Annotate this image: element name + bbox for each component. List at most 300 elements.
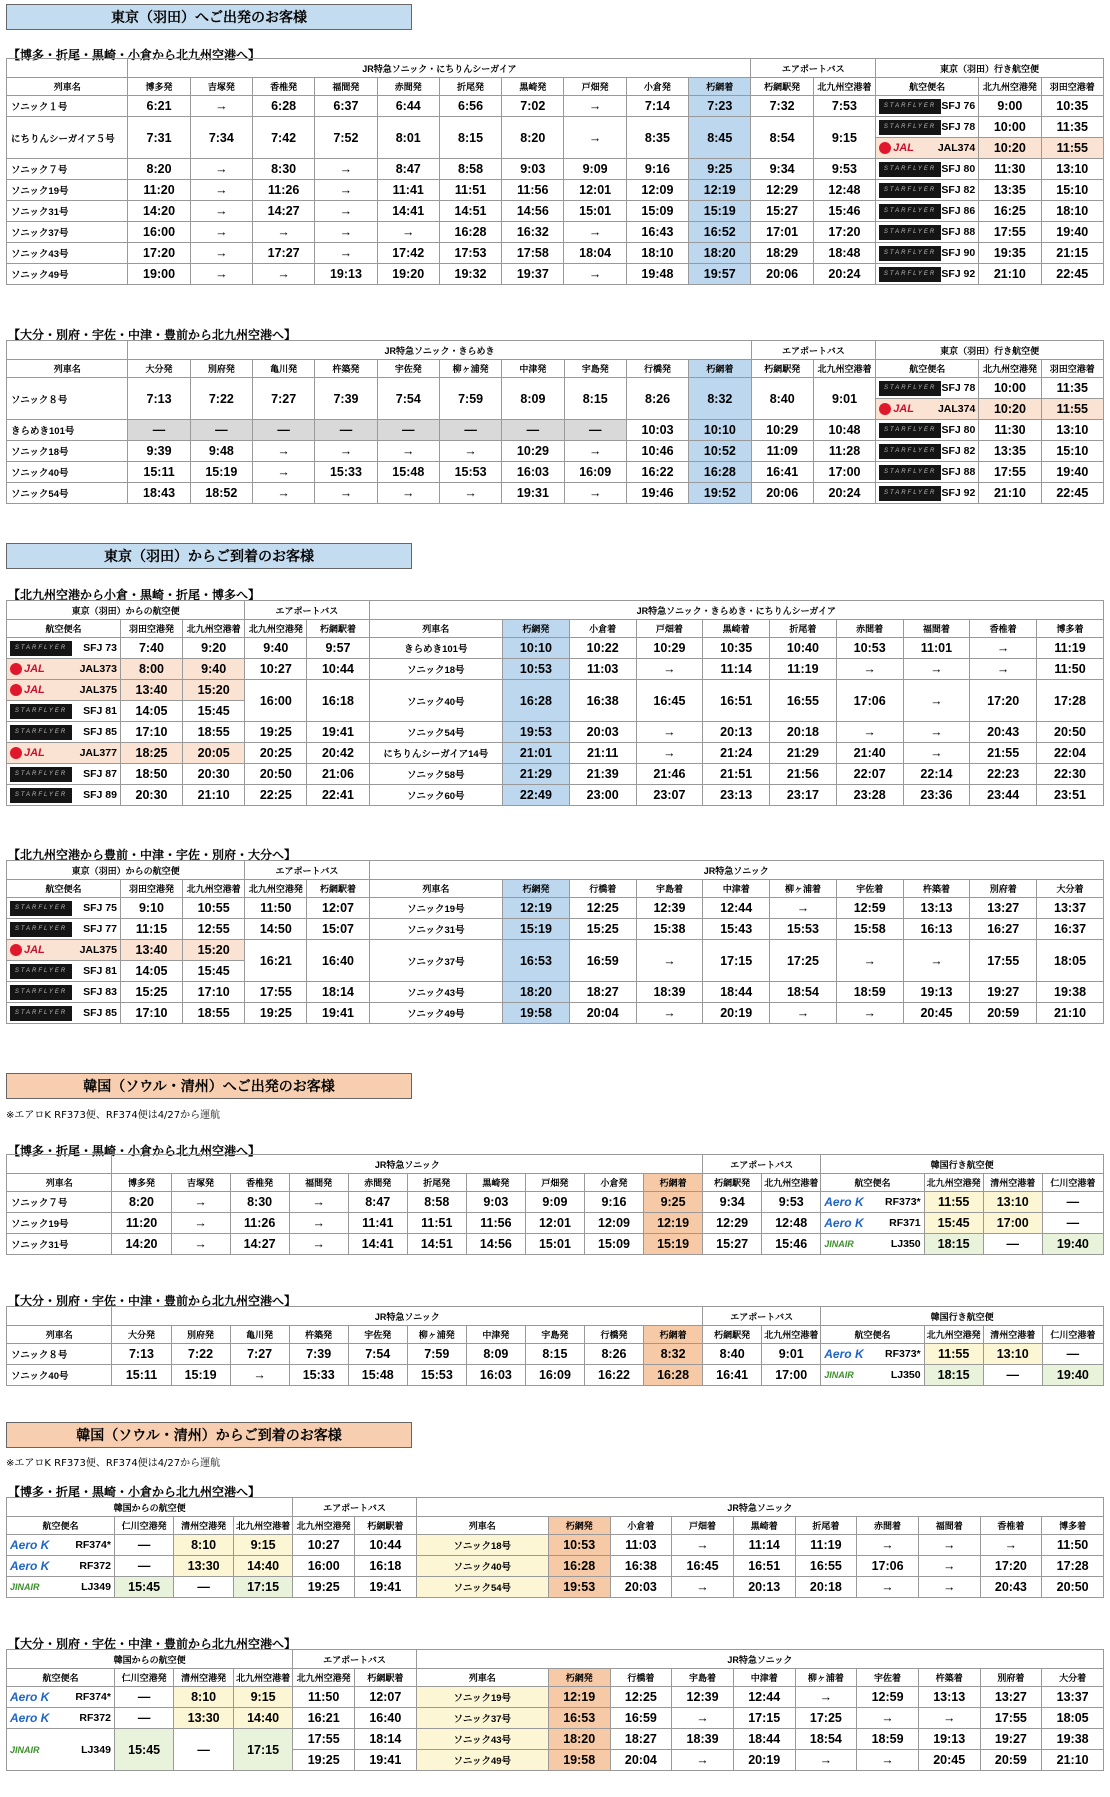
column-header: 北九州空港発 [293,1517,355,1535]
time-cell: — [377,420,439,441]
time-cell: 16:55 [795,1556,857,1577]
time-cell: 15:11 [112,1365,171,1386]
time-cell: 12:19 [548,1687,610,1708]
time-cell: 18:04 [564,243,626,264]
time-cell: 20:19 [733,1750,795,1771]
section-header-to-korea: 韓国（ソウル・清州）へご出発のお客様 [6,1073,412,1099]
time-cell: — [1042,1213,1103,1234]
time-cell: 14:56 [466,1234,525,1255]
time-cell: 8:26 [626,378,688,420]
timetable-t6 [6,1306,1104,1386]
time-cell: 17:55 [979,462,1041,483]
column-header: 中津着 [733,1669,795,1687]
starflyer-logo: STARFLYER [879,225,941,240]
time-cell: → [636,659,703,680]
time-cell: → [315,222,377,243]
time-cell: 15:48 [377,462,439,483]
train-name: にちりんシーガイア５号 [7,117,128,159]
column-header: 小倉発 [584,1174,643,1192]
time-cell: 18:25 [120,743,182,764]
flight-number: JAL373 [79,663,117,675]
table-row [7,982,1104,1003]
time-cell: 15:01 [564,201,626,222]
time-cell: 9:01 [762,1344,821,1365]
column-header: 列車名 [369,880,503,898]
time-cell: 19:48 [626,264,688,285]
table-row [7,1729,1104,1750]
time-cell: 8:30 [252,159,314,180]
train-name: ソニック60号 [369,785,503,806]
time-cell: 17:28 [1037,680,1104,722]
bus-time: 22:41 [307,785,369,806]
bus-time: 11:50 [245,898,307,919]
time-cell: → [252,222,314,243]
time-cell: 15:58 [836,919,903,940]
column-header: 朽網着 [644,1174,703,1192]
time-cell: 13:30 [174,1708,233,1729]
time-cell: 10:10 [689,420,751,441]
column-header: 朽網駅着 [355,1517,417,1535]
time-cell: → [903,940,970,982]
time-cell: → [857,1535,919,1556]
train-name: ソニック43号 [369,982,503,1003]
column-header: 清州空港着 [983,1326,1042,1344]
time-cell: 14:05 [120,961,182,982]
bus-time: 19:41 [307,722,369,743]
time-cell: 16:00 [128,222,190,243]
aerok-logo: Aero K [824,1347,864,1361]
time-cell: 8:09 [466,1344,525,1365]
time-cell: 9:00 [979,96,1041,117]
train-name: ソニック18号 [416,1535,548,1556]
time-cell: → [315,243,377,264]
time-cell: 10:35 [1041,96,1104,117]
time-cell: 7:27 [230,1344,289,1365]
table-row [7,264,1104,285]
time-cell: 12:48 [813,180,875,201]
jal-logo-text: JAL [24,663,45,675]
time-cell: 21:29 [770,743,837,764]
flight-cell [876,96,979,117]
time-cell: → [377,483,439,504]
train-name: ソニック58号 [369,764,503,785]
column-header: 航空便名 [7,880,121,898]
time-cell: → [190,180,252,201]
time-cell: — [114,1535,173,1556]
time-cell: — [1042,1192,1103,1213]
time-cell: 7:40 [120,638,182,659]
table-row [7,785,1104,806]
time-cell: 7:39 [315,378,377,420]
airline-logo-cell [7,1556,114,1576]
column-header: 福間発 [289,1174,348,1192]
time-cell: 20:59 [980,1750,1042,1771]
airline-logo-cell [7,701,120,721]
time-cell: 7:14 [626,96,688,117]
column-header: 航空便名 [821,1174,924,1192]
time-cell: → [672,1535,734,1556]
time-cell: 20:43 [980,1577,1042,1598]
time-cell: → [171,1234,230,1255]
bus-time: 19:25 [293,1577,355,1598]
table-row [7,919,1104,940]
flight-number: SFJ 90 [941,247,976,259]
time-cell: 7:22 [171,1344,230,1365]
column-header: 中津着 [703,880,770,898]
train-name: ソニック19号 [416,1687,548,1708]
time-cell: 16:51 [733,1556,795,1577]
table-row [7,764,1104,785]
train-name: ソニック８号 [7,378,128,420]
time-cell: 10:52 [689,441,751,462]
time-cell: 6:37 [315,96,377,117]
time-cell: 16:45 [672,1556,734,1577]
flight-cell [876,378,979,399]
time-cell: 16:09 [564,462,626,483]
time-cell: 8:20 [128,159,190,180]
column-header: 清州空港着 [983,1174,1042,1192]
column-header: 宇佐発 [377,360,439,378]
train-name: ソニック54号 [7,483,128,504]
airline-logo-cell [821,1365,923,1385]
flight-cell [821,1192,924,1213]
time-cell: → [970,659,1037,680]
airline-logo-cell [7,898,120,918]
starflyer-logo: STARFLYER [879,246,941,261]
group-header: 東京（羽田）行き航空便 [876,59,1104,78]
time-cell: → [636,1003,703,1024]
train-name: ソニック31号 [7,201,128,222]
jal-logo [10,747,45,759]
bus-time: 16:40 [355,1708,417,1729]
time-cell: 16:28 [644,1365,703,1386]
bus-time: 17:55 [293,1729,355,1750]
bus-time: 20:42 [307,743,369,764]
time-cell: 15:25 [120,982,182,1003]
train-name: ソニック１号 [7,96,128,117]
bus-time: 17:55 [245,982,307,1003]
time-cell: → [836,1003,903,1024]
column-header: 黒崎発 [502,78,564,96]
column-header: 別府発 [171,1326,230,1344]
airline-logo-cell [876,96,978,116]
column-header: 宇島発 [564,360,626,378]
time-cell: 15:10 [1041,180,1104,201]
time-cell: 18:44 [733,1729,795,1750]
flight-cell [7,961,121,982]
table-row [7,743,1104,764]
time-cell: 18:05 [1037,940,1104,982]
bus-time: 20:25 [245,743,307,764]
table-row [7,243,1104,264]
time-cell: 8:15 [564,378,626,420]
time-cell: 13:30 [174,1556,233,1577]
time-cell: 19:27 [980,1729,1042,1750]
time-cell: 16:53 [548,1708,610,1729]
note-aerok-from-korea: ※エアロK RF373便、RF374便は4/27から運航 [6,1458,221,1469]
time-cell: → [903,659,970,680]
time-cell: 18:39 [672,1729,734,1750]
subheading-t2: 【大分・別府・宇佐・中津・豊前から北九州空港へ】 [8,328,297,342]
time-cell: 22:07 [836,764,903,785]
time-cell: 9:34 [751,159,813,180]
time-cell: 17:15 [233,1729,292,1771]
column-header: 朽網着 [644,1326,703,1344]
column-header: 列車名 [416,1669,548,1687]
column-header: 戸畑着 [636,620,703,638]
airline-logo-cell [7,743,120,763]
train-name: ソニック40号 [7,1365,112,1386]
flight-number: RF372 [79,1560,111,1572]
time-cell: → [190,201,252,222]
time-cell: 14:20 [112,1234,171,1255]
time-cell: 9:25 [689,159,751,180]
column-header: 別府発 [190,360,252,378]
time-cell: 12:48 [762,1213,821,1234]
table-row [7,483,1104,504]
timetable-t4 [6,860,1104,1024]
column-header: 朽網発 [503,880,570,898]
time-cell: 16:37 [1037,919,1104,940]
time-cell: 7:31 [128,117,190,159]
column-header: 清州空港発 [174,1517,233,1535]
time-cell: 12:59 [857,1687,919,1708]
flight-cell [876,441,979,462]
time-cell: 22:45 [1041,483,1103,504]
time-cell: 9:15 [813,117,875,159]
bus-time: 16:00 [245,680,307,722]
bus-time: 19:41 [355,1750,417,1771]
group-header: エアポートバス [703,1307,821,1326]
starflyer-logo: STARFLYER [879,381,941,396]
time-cell: 11:30 [979,420,1041,441]
time-cell: 8:00 [120,659,182,680]
time-cell: 17:01 [751,222,813,243]
table-row [7,1577,1104,1598]
subheading-t4: 【北九州空港から豊前・中津・宇佐・別府・大分へ】 [8,848,297,862]
table-row [7,1192,1104,1213]
time-cell: 15:19 [171,1365,230,1386]
time-cell: 19:38 [1042,1729,1104,1750]
column-header: 赤間発 [377,78,439,96]
time-cell: 16:28 [439,222,501,243]
time-cell: 19:40 [1041,222,1104,243]
flight-cell [7,764,121,785]
time-cell: 9:20 [183,638,245,659]
time-cell: 16:52 [689,222,751,243]
time-cell: 18:29 [751,243,813,264]
time-cell: 15:11 [128,462,190,483]
starflyer-logo: STARFLYER [10,704,72,719]
column-header: 宇島発 [525,1326,584,1344]
time-cell: 19:46 [626,483,688,504]
time-cell: 15:45 [114,1577,173,1598]
airline-logo-cell [7,940,120,960]
train-name: ソニック31号 [369,919,503,940]
time-cell: — [174,1729,233,1771]
column-header: 北九州空港発 [293,1669,355,1687]
time-cell: 17:10 [183,982,245,1003]
column-header: 黒崎発 [466,1174,525,1192]
group-header: JR特急ソニック [112,1307,703,1326]
time-cell: 15:10 [1041,441,1103,462]
flight-cell [7,638,121,659]
flight-number: LJ349 [81,1581,111,1593]
time-cell: — [983,1234,1042,1255]
airline-logo-cell [821,1234,923,1254]
time-cell: 11:01 [903,638,970,659]
column-header: 仁川空港着 [1042,1174,1103,1192]
flight-cell [876,264,979,285]
time-cell: 14:41 [348,1234,407,1255]
time-cell: 9:34 [703,1192,762,1213]
time-cell: 11:19 [770,659,837,680]
column-header: 列車名 [7,360,128,378]
time-cell: 23:07 [636,785,703,806]
group-header: エアポートバス [293,1498,416,1517]
time-cell: → [564,264,626,285]
train-name: ソニック37号 [416,1708,548,1729]
table-row [7,1556,1104,1577]
time-cell: 8:32 [644,1344,703,1365]
column-header-row [7,1517,1104,1535]
subheading-t7: 【博多・折尾・黒崎・小倉から北九州空港へ】 [8,1485,261,1499]
bus-time: 18:14 [355,1729,417,1750]
time-cell: 14:20 [128,201,190,222]
starflyer-logo: STARFLYER [10,985,72,1000]
time-cell: 20:59 [970,1003,1037,1024]
starflyer-logo: STARFLYER [879,465,941,480]
bus-time: 16:21 [293,1708,355,1729]
time-cell: 15:46 [762,1234,821,1255]
table-row [7,1535,1104,1556]
time-cell: 18:55 [183,722,245,743]
time-cell: 11:03 [569,659,636,680]
bus-time: 19:25 [245,722,307,743]
time-cell: 8:01 [377,117,439,159]
train-name: にちりんシーガイア14号 [369,743,503,764]
bus-time: 12:07 [355,1687,417,1708]
time-cell: 16:28 [689,462,751,483]
time-cell: 18:15 [924,1365,983,1386]
time-cell: 12:29 [751,180,813,201]
time-cell: 15:27 [751,201,813,222]
time-cell: → [377,441,439,462]
flight-number: JAL375 [79,944,117,956]
time-cell: 8:35 [626,117,688,159]
subheading-t3: 【北九州空港から小倉・黒崎・折尾・博多へ】 [8,588,261,602]
bus-time: 10:27 [293,1535,355,1556]
airline-logo-cell [821,1344,923,1364]
flight-number: SFJ 81 [83,705,117,717]
time-cell: 11:35 [1041,378,1103,399]
column-header: 別府着 [970,880,1037,898]
column-header: 小倉発 [626,78,688,96]
time-cell: 17:58 [502,243,564,264]
flight-cell [821,1234,924,1255]
column-header-row [7,880,1104,898]
starflyer-logo: STARFLYER [879,183,941,198]
jal-logo-text: JAL [893,142,914,154]
time-cell: 14:27 [230,1234,289,1255]
flight-cell [821,1344,924,1365]
table-row [7,940,1104,961]
starflyer-logo: STARFLYER [10,901,72,916]
column-header: 北九州空港発 [924,1326,983,1344]
time-cell: 20:03 [569,722,636,743]
flight-cell [7,1577,115,1598]
time-cell: 7:42 [252,117,314,159]
table-row [7,462,1104,483]
time-cell: 20:45 [918,1750,980,1771]
train-name: ソニック54号 [369,722,503,743]
column-header: 北九州空港着 [762,1326,821,1344]
column-header: 黒崎着 [703,620,770,638]
time-cell: 16:22 [584,1365,643,1386]
time-cell: 17:25 [770,940,837,982]
time-cell: 11:51 [439,180,501,201]
time-cell: 20:13 [733,1577,795,1598]
time-cell: 9:40 [183,659,245,680]
aerok-logo: Aero K [824,1216,864,1230]
time-cell: 15:01 [525,1234,584,1255]
group-header-row [7,341,1104,360]
train-name: ソニック31号 [7,1234,112,1255]
note-aerok-to-korea: ※エアロK RF373便、RF374便は4/27から運航 [6,1110,221,1121]
flight-cell [821,1365,924,1386]
time-cell: 15:45 [114,1729,173,1771]
group-header: 東京（羽田）行き航空便 [876,341,1104,360]
flight-number: SFJ 82 [941,184,976,196]
bus-time: 9:57 [307,638,369,659]
jal-logo [10,663,45,675]
flight-number: SFJ 85 [83,1007,117,1019]
column-header: 朽網発 [548,1517,610,1535]
column-header: 吉塚発 [171,1174,230,1192]
flight-number: SFJ 75 [83,902,117,914]
time-cell: 6:28 [252,96,314,117]
time-cell: 11:51 [407,1213,466,1234]
time-cell: → [564,441,626,462]
column-header: 別府着 [980,1669,1042,1687]
time-cell: 19:58 [503,1003,570,1024]
time-cell: 22:04 [1037,743,1104,764]
column-header: 北九州空港着 [813,78,875,96]
time-cell: 13:27 [970,898,1037,919]
time-cell: 15:27 [703,1234,762,1255]
time-cell: → [970,638,1037,659]
jal-logo [10,684,45,696]
column-header: 福間着 [903,620,970,638]
time-cell: 8:10 [174,1687,233,1708]
jinair-logo: JINAIR [824,1370,854,1380]
time-cell: 17:53 [439,243,501,264]
starflyer-logo: STARFLYER [10,767,72,782]
time-cell: 7:27 [253,378,315,420]
time-cell: 21:10 [1042,1750,1104,1771]
time-cell: 15:19 [644,1234,703,1255]
flight-number: SFJ 88 [941,226,976,238]
jal-logo [10,944,45,956]
airline-logo-cell [876,180,978,200]
time-cell: 21:15 [1041,243,1104,264]
table-row [7,222,1104,243]
column-header: 列車名 [7,1174,112,1192]
airline-logo-cell [876,264,978,284]
flight-number: RF374* [75,1539,111,1551]
time-cell: 7:13 [128,378,190,420]
time-cell: 18:20 [503,982,570,1003]
